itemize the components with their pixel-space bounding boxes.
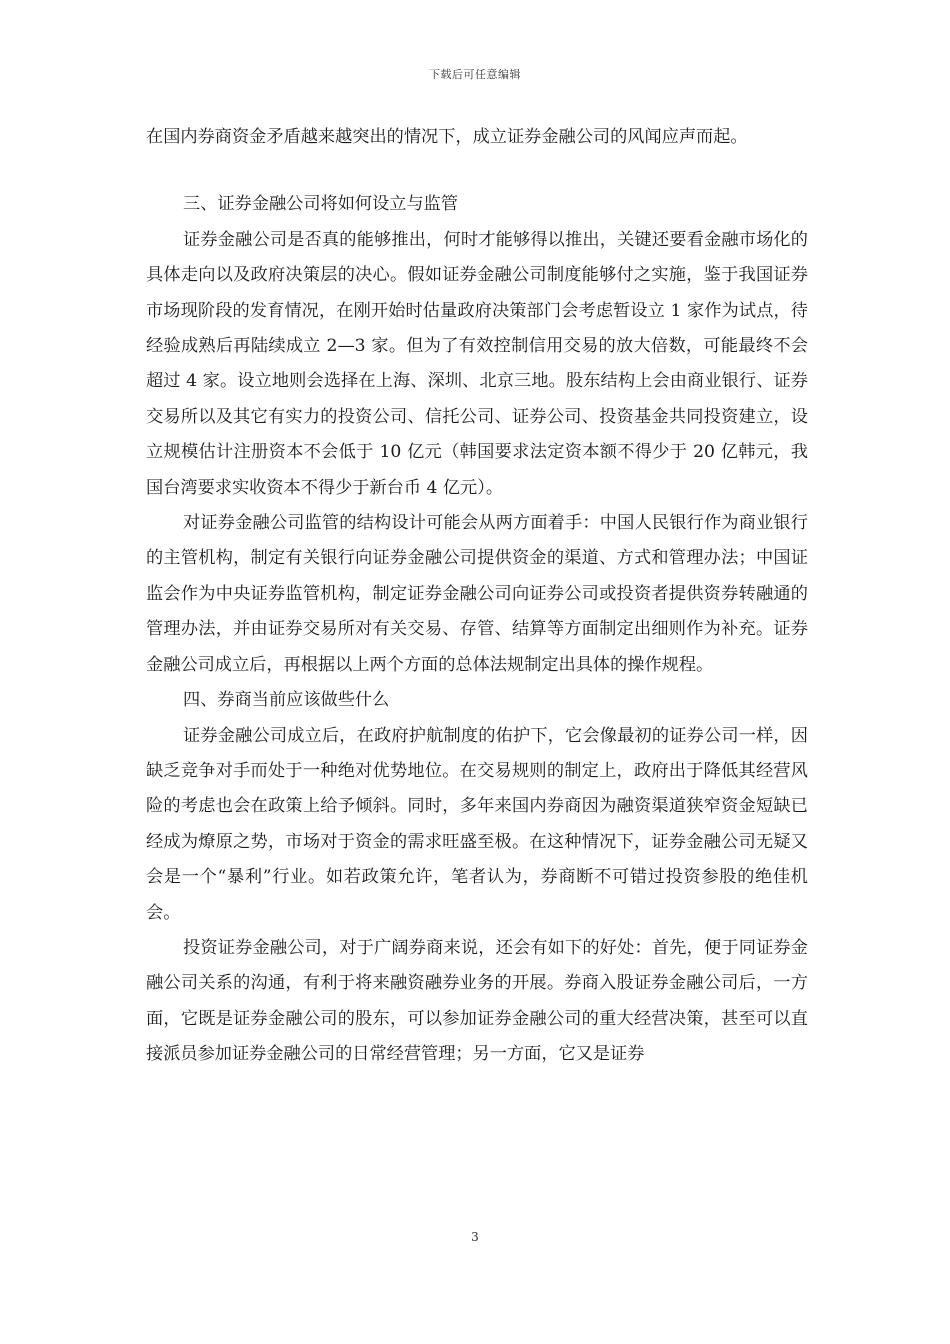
paragraph-broker-opportunity: 证券金融公司成立后，在政府护航制度的佑护下，它会像最初的证券公司一样，因缺乏竞争对手而处于一种绝对优势地位。在交易规则的制定上，政府出于降低其经营风险的考虑也会在政策上给予倾斜。同时，多年来国内券商因为融资渠道狭窄资金短缺已经成为燎原之势，市场对于资金的需求旺盛至极。在这种情况下，证券金融公司无疑又会是一个“暴利”行业。如若政策允许，笔者认为，券商断不可错过投资参股的绝佳机会。	[146, 725, 808, 923]
paragraph-supervision: 对证券金融公司监管的结构设计可能会从两方面着手：中国人民银行作为商业银行的主管机构，制定有关银行向证券金融公司提供资金的渠道、方式和管理办法；中国证监会作为中央证券监管机构，制定证券金融公司向证券公司或投资者提供资券转融通的管理办法，并由证券交易所对有关交易、存管、结算等方面制定出细则作为补充。证券金融公司成立后，再根据以上两个方面的总体法规制定出具体的操作规程。	[146, 513, 808, 675]
section-heading-3: 三、证券金融公司将如何设立与监管	[183, 194, 459, 215]
paragraph-establishment: 证券金融公司是否真的能够推出，何时才能够得以推出，关键还要看金融市场化的具体走向以及政府决策层的决心。假如证券金融公司制度能够付之实施，鉴于我国证券市场现阶段的发育情况，在刚开始时估量政府决策部门会考虑暂设立 1 家作为试点，待经验成熟后再陆续成立 2—3 家。但为了有效控制信用交易的放大倍数，可能最终不会超过 4 家。设立地则会选择在上海、深圳、北京三地。股东结构上会由商业银行、证券交易所以及其它有实力的投资公司、信托公司、证券公司、投资基金共同投资建立，设立规模估计注册资本不会低于 10 亿元（韩国要求法定资本额不得少于 20 亿韩元，我国台湾要求实收资本不得少于新台币 4 亿元）。	[146, 229, 808, 498]
section-heading-4: 四、券商当前应该做些什么	[183, 690, 390, 711]
paragraph-intro: 在国内券商资金矛盾越来越突出的情况下，成立证券金融公司的风闻应声而起。	[146, 127, 748, 147]
page-number: 3	[471, 1230, 479, 1244]
page-header: 下载后可任意编辑	[429, 68, 521, 81]
paragraph-broker-benefits: 投资证券金融公司，对于广阔券商来说，还会有如下的好处：首先，便于同证券金融公司关系的沟通，有利于将来融资融券业务的开展。券商入股证券金融公司后，一方面，它既是证券金融公司的股东，可以参加证券金融公司的重大经营决策，甚至可以直接派员参加证券金融公司的日常经营管理；另一方面，它又是证券	[146, 937, 808, 1065]
document-body	[146, 120, 808, 1073]
